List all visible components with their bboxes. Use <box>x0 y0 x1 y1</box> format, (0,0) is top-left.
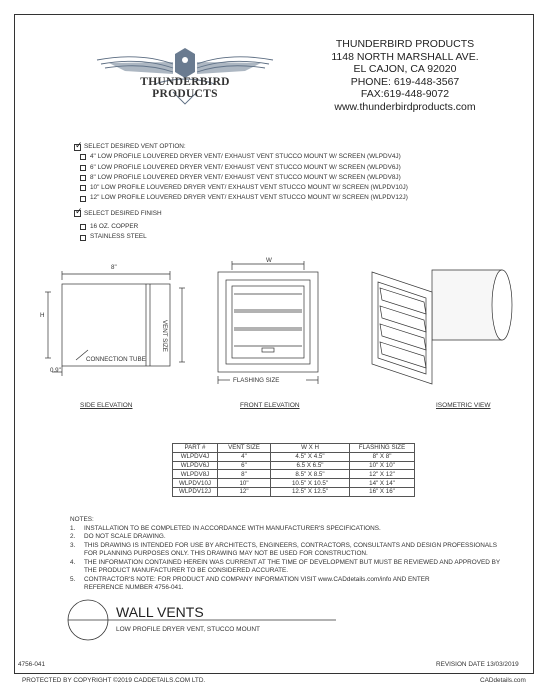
title-block-graphic <box>66 598 346 648</box>
company-fax: FAX:619-448-9072 <box>360 88 450 100</box>
table-cell: 12" <box>218 487 271 496</box>
checked-checkbox-icon[interactable] <box>74 210 81 217</box>
table-cell: 14" X 14" <box>350 479 415 488</box>
table-cell: 8" <box>218 470 271 479</box>
note-item: 5. CONTRACTOR'S NOTE: FOR PRODUCT AND COMPANY INFORMATION VISIT www.CADdetails.com/info AND ENTER REFERENCE NUMBER 4756-041. <box>70 575 430 591</box>
table-cell: WLPDV4J <box>173 452 218 461</box>
checkbox-icon[interactable] <box>80 154 86 160</box>
note-item: 3. THIS DRAWING IS INTENDED FOR USE BY ARCHITECTS, ENGINEERS, CONTRACTORS, CONSULTANTS AND DESIGN PROFESSIONALS FOR PLANNING PURPOSES ONLY. THIS DRAWING MAY NOT BE USED FOR CONSTRUCTION. <box>70 541 497 557</box>
brand-link[interactable]: CADdetails.com <box>480 677 526 684</box>
table-cell: 10" X 10" <box>350 461 415 470</box>
table-cell: WLPDV10J <box>173 479 218 488</box>
company-address-line1: 1148 NORTH MARSHALL AVE. <box>331 50 479 63</box>
table-row <box>173 487 415 496</box>
vent-option-6[interactable]: 6" LOW PROFILE LOUVERED DRYER VENT/ EXHAUST VENT STUCCO MOUNT W/ SCREEN (WLPDV6J) <box>74 163 408 173</box>
front-width-dimension: W <box>266 257 272 264</box>
connection-tube-label: CONNECTION TUBE <box>86 356 146 363</box>
reference-number: 4756-041 <box>18 661 46 668</box>
table-cell: 4" <box>218 452 271 461</box>
table-cell: 12.5" X 12.5" <box>271 487 350 496</box>
vent-option-8[interactable]: 8" LOW PROFILE LOUVERED DRYER VENT/ EXHAUST VENT STUCCO MOUNT W/ SCREEN (WLPDV8J) <box>74 173 408 183</box>
checkbox-icon[interactable] <box>80 196 86 202</box>
note-item: 2. DO NOT SCALE DRAWING. <box>70 533 166 540</box>
column-header: VENT SIZE <box>218 444 271 453</box>
table-cell: 12" X 12" <box>350 470 415 479</box>
side-elevation-label: SIDE ELEVATION <box>80 402 133 409</box>
finish-option-heading[interactable]: ✓ SELECT DESIRED FINISH <box>74 209 408 219</box>
checkbox-icon[interactable] <box>80 235 86 241</box>
note-item: 4. THE INFORMATION CONTAINED HEREIN WAS CURRENT AT THE TIME OF DEVELOPMENT BUT MUST BE REVIEWED AND APPROVED BY THE PRODUCT MANUFACTURER TO BE CONSIDERED ACCURATE. <box>70 558 501 574</box>
table-header-row <box>173 444 415 453</box>
drawing-subtitle: LOW PROFILE DRYER VENT, STUCCO MOUNT <box>116 626 260 633</box>
vent-size-dimension: VENT SIZE <box>161 320 168 352</box>
table-cell: WLPDV12J <box>173 487 218 496</box>
notes-heading: NOTES: <box>70 516 94 523</box>
column-header: PART # <box>173 444 218 453</box>
side-width-dimension: 8" <box>111 264 117 271</box>
checkbox-icon[interactable] <box>80 165 86 171</box>
column-header: W X H <box>271 444 350 453</box>
table-row <box>173 452 415 461</box>
checkbox-icon[interactable] <box>80 224 86 230</box>
drawing-title: WALL VENTS <box>116 604 204 620</box>
table-cell: WLPDV8J <box>173 470 218 479</box>
vent-option-4[interactable]: 4" LOW PROFILE LOUVERED DRYER VENT/ EXHAUST VENT STUCCO MOUNT W/ SCREEN (WLPDV4J) <box>74 152 408 162</box>
checked-checkbox-icon[interactable] <box>74 144 81 151</box>
finish-option-copper[interactable]: 16 OZ. COPPER <box>74 222 408 232</box>
table-cell: WLPDV6J <box>173 461 218 470</box>
side-height-dimension: H <box>40 312 45 319</box>
copyright-text: PROTECTED BY COPYRIGHT ©2019 CADDETAILS.COM LTD. <box>22 677 206 684</box>
notes-section <box>70 516 500 593</box>
isometric-view-label: ISOMETRIC VIEW <box>436 402 491 409</box>
table-row <box>173 470 415 479</box>
table-row <box>173 479 415 488</box>
isometric-view-drawing <box>362 262 522 392</box>
table-row <box>173 461 415 470</box>
checkbox-icon[interactable] <box>80 185 86 191</box>
company-address-line2: EL CAJON, CA 92020 <box>353 63 457 75</box>
vent-option-12[interactable]: 12" LOW PROFILE LOUVERED DRYER VENT/ EXHAUST VENT STUCCO MOUNT W/ SCREEN (WLPDV12J) <box>74 193 408 203</box>
checkbox-icon[interactable] <box>80 175 86 181</box>
flashing-size-dimension: FLASHING SIZE <box>233 377 280 384</box>
table-cell: 8.5" X 8.5" <box>271 470 350 479</box>
vent-option-10[interactable]: 10" LOW PROFILE LOUVERED DRYER VENT/ EXHAUST VENT STUCCO MOUNT W/ SCREEN (WLPDV10J) <box>74 183 408 193</box>
vent-option-heading[interactable]: ✓ SELECT DESIRED VENT OPTION: <box>74 142 408 152</box>
logo-text: THUNDERBIRD PRODUCTS <box>140 76 230 100</box>
table-cell: 6" <box>218 461 271 470</box>
note-item: 1. INSTALLATION TO BE COMPLETED IN ACCORDANCE WITH MANUFACTURER'S SPECIFICATIONS. <box>70 524 381 532</box>
table-cell: 4.5" X 4.5" <box>271 452 350 461</box>
column-header: FLASHING SIZE <box>350 444 415 453</box>
company-website[interactable]: www.thunderbirdproducts.com <box>334 100 476 113</box>
size-table <box>172 443 415 497</box>
table-cell: 16" X 16" <box>350 487 415 496</box>
table-cell: 10" <box>218 479 271 488</box>
front-elevation-label: FRONT ELEVATION <box>240 402 300 409</box>
company-info <box>300 38 510 113</box>
revision-date: REVISION DATE 13/03/2019 <box>436 661 519 668</box>
offset-dimension: 0.9" <box>50 367 61 374</box>
company-phone: PHONE: 619-448-3567 <box>350 75 460 88</box>
company-name: THUNDERBIRD PRODUCTS <box>335 38 475 50</box>
finish-option-stainless[interactable]: STAINLESS STEEL <box>74 232 408 242</box>
front-elevation-drawing <box>212 256 332 386</box>
table-cell: 8" X 8" <box>350 452 415 461</box>
side-elevation-drawing <box>36 262 196 382</box>
table-cell: 10.5" X 10.5" <box>271 479 350 488</box>
options-section <box>74 142 408 243</box>
table-cell: 6.5 X 6.5" <box>271 461 350 470</box>
